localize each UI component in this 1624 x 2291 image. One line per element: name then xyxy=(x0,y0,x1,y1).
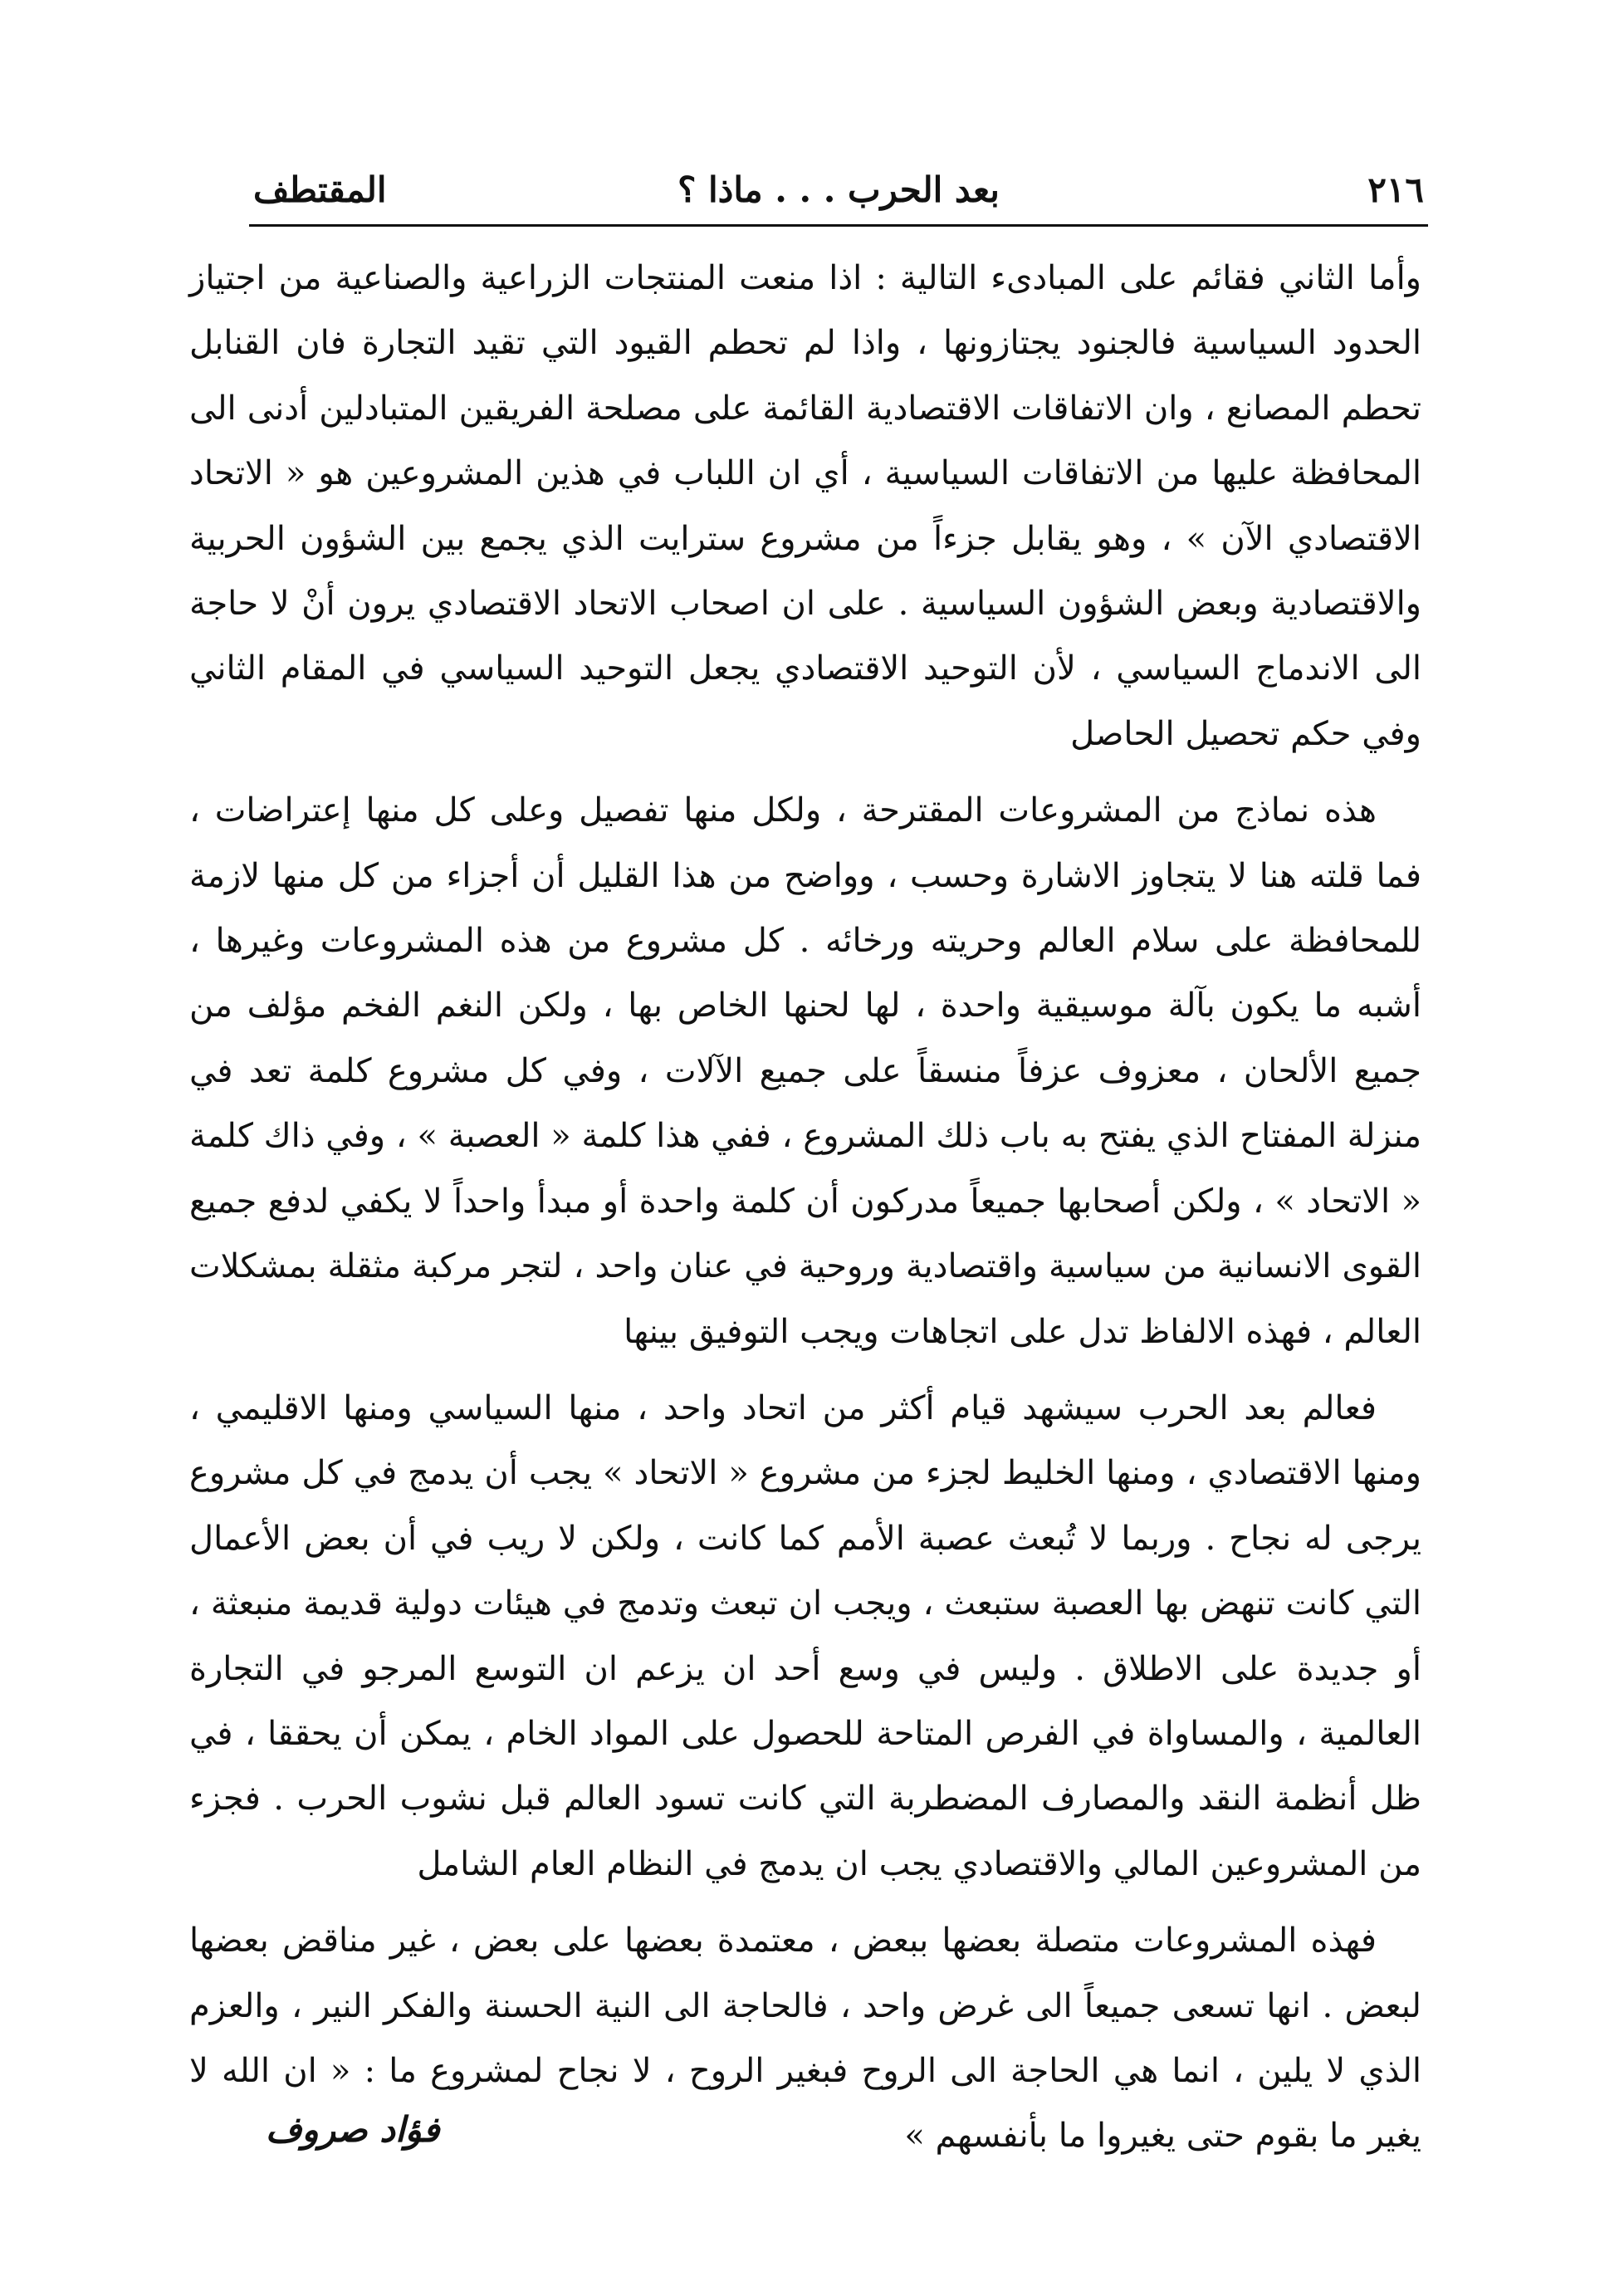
running-header xyxy=(253,159,1424,218)
paragraph-2: هذه نماذج من المشروعات المقترحة ، ولكل منها تفصيل وعلى كل منها إعتراضات ، فما قلته هنا لا يتجاوز الاشارة وحسب ، وواضح من هذا القليل أن أجزاء من كل منها لازمة للمحافظة على سلام العالم وحريته ورخائه . كل مشروع من هذه المشروعات وغيرها ، أشبه ما يكون بآلة موسيقية واحدة ، لها لحنها الخاص بها ، ولكن النغم الفخم مؤلف من جميع الألحان ، معزوف عزفاً منسقاً على جميع الآلات ، وفي كل مشروع كلمة تعد في منزلة المفتاح الذي يفتح به باب ذلك المشروع ، ففي هذا كلمة « العصبة » ، وفي ذاك كلمة « الاتحاد » ، ولكن أصحابها جميعاً مدركون أن كلمة واحدة أو مبدأ واحداً لا يكفي لدفع جميع القوى الانسانية من سياسية واقتصادية وروحية في عنان واحد ، لتجر مركبة مثقلة بمشكلات العالم ، فهذه الالفاظ تدل على اتجاهات ويجب التوفيق بينها xyxy=(189,791,1421,1351)
article-title: بعد الحرب . . . ماذا ؟ xyxy=(677,169,1000,210)
page-number: ٢١٦ xyxy=(1367,169,1424,210)
header-rule xyxy=(249,224,1428,227)
paragraph-3: فعالم بعد الحرب سيشهد قيام أكثر من اتحاد واحد ، منها السياسي ومنها الاقليمي ، ومنها الاقتصادي ، ومنها الخليط لجزء من مشروع « الاتحاد » يجب أن يدمج في كل مشروع يرجى له نجاح . وربما لا تُبعث عصبة الأمم كما كانت ، ولكن لا ريب في أن بعض الأعمال التي كانت تنهض بها العصبة ستبعث ، ويجب ان تبعث وتدمج في هيئات دولية قديمة منبعثة ، أو جديدة على الاطلاق . وليس في وسع أحد ان يزعم ان التوسع المرجو في التجارة العالمية ، والمساواة في الفرص المتاحة للحصول على المواد الخام ، يمكن أن يحققا ، في ظل أنظمة النقد والمصارف المضطربة التي كانت تسود العالم قبل نشوب الحرب . فجزء من المشروعين المالي والاقتصادي يجب ان يدمج في النظام العام الشامل xyxy=(189,1388,1421,1883)
article-body xyxy=(189,246,1421,2181)
paragraph-4: فهذه المشروعات متصلة بعضها ببعض ، معتمدة بعضها على بعض ، غير مناقض بعضها لبعض . انها تسعى جميعاً الى غرض واحد ، فالحاجة الى النية الحسنة والفكر النير ، والعزم الذي لا يلين ، انما هي الحاجة الى الروح فبغير الروح ، لا نجاح لمشروع ما : « ان الله لا يغير ما بقوم حتى يغيروا ما بأنفسهم » xyxy=(189,1921,1421,2156)
paragraph-1: وأما الثاني فقائم على المبادىء التالية : اذا منعت المنتجات الزراعية والصناعية من اجتياز الحدود السياسية فالجنود يجتازونها ، واذا لم تحطم القيود التي تقيد التجارة فان القنابل تحطم المصانع ، وان الاتفاقات الاقتصادية القائمة على مصلحة الفريقين المتبادلين أدنى الى المحافظة عليها من الاتفاقات السياسية ، أي ان اللباب في هذين المشروعين هو « الاتحاد الاقتصادي الآن » ، وهو يقابل جزءاً من مشروع سترايت الذي يجمع بين الشؤون الحربية والاقتصادية وبعض الشؤون السياسية . على ان اصحاب الاتحاد الاقتصادي يرون أنْ لا حاجة الى الاندماج السياسي ، لأن التوحيد الاقتصادي يجعل التوحيد السياسي في المقام الثاني وفي حكم تحصيل الحاصل xyxy=(189,259,1421,753)
author-signature: فؤاد صروف xyxy=(266,2109,440,2150)
journal-name: المقتطف xyxy=(253,169,387,210)
